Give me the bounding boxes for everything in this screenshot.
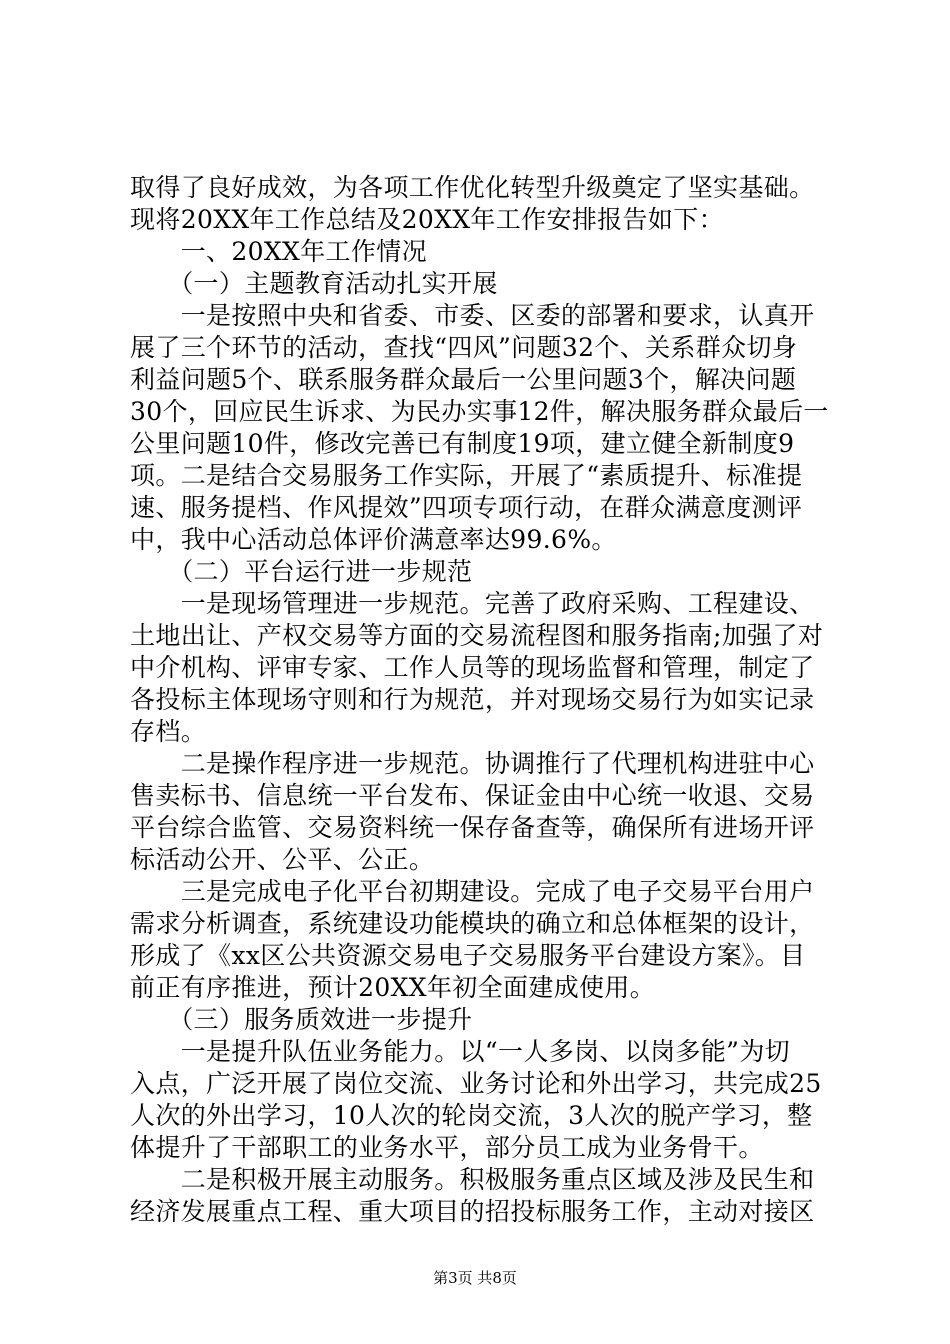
- text-line: 售卖标书、信息统一平台发布、保证金由中心统一收退、交易: [130, 781, 815, 810]
- page-footer: 第3页 共8页: [433, 1269, 517, 1287]
- text-line: 需求分析调查，系统建设功能模块的确立和总体框架的设计，: [130, 909, 815, 938]
- text-line: 三是完成电子化平台初期建设。完成了电子交易平台用户: [130, 877, 815, 906]
- text-line: 经济发展重点工程、重大项目的招投标服务工作，主动对接区: [130, 1197, 815, 1226]
- text-line: 中，我中心活动总体评价满意率达99.6%。: [130, 525, 617, 554]
- section-heading: 一、20XX年工作情况: [130, 237, 427, 266]
- text-line: 存档。: [130, 717, 207, 746]
- text-line: 一是提升队伍业务能力。以“一人多岗、以岗多能”为切: [130, 1037, 791, 1066]
- text-line: 人次的外出学习，10人次的轮岗交流，3人次的脱产学习，整: [130, 1101, 813, 1130]
- text-line: 二是操作程序进一步规范。协调推行了代理机构进驻中心: [130, 749, 815, 778]
- text-line: 展了三个环节的活动，查找“四风”问题32个、关系群众切身: [130, 333, 798, 362]
- text-line: 前正有序推进，预计20XX年初全面建成使用。: [130, 973, 656, 1002]
- text-line: 平台综合监管、交易资料统一保存备查等，确保所有进场开评: [130, 813, 815, 842]
- text-line: 二是积极开展主动服务。积极服务重点区域及涉及民生和: [130, 1165, 815, 1194]
- text-line: 入点，广泛开展了岗位交流、业务讨论和外出学习，共完成25: [130, 1069, 822, 1098]
- document-body: [130, 172, 830, 1228]
- text-line: 体提升了干部职工的业务水平，部分员工成为业务骨干。: [130, 1133, 764, 1162]
- subsection-heading: （三）服务质效进一步提升: [130, 1005, 473, 1034]
- subsection-heading: （一）主题教育活动扎实开展: [130, 269, 498, 298]
- text-line: 项。二是结合交易服务工作实际，开展了“素质提升、标准提: [130, 461, 803, 490]
- text-line: 一是按照中央和省委、市委、区委的部署和要求，认真开: [130, 301, 815, 330]
- text-line: 标活动公开、公平、公正。: [130, 845, 435, 874]
- text-line: 一是现场管理进一步规范。完善了政府采购、工程建设、: [130, 589, 815, 618]
- text-line: 公里问题10件，修改完善已有制度19项，建立健全新制度9: [130, 429, 795, 458]
- text-line: 利益问题5个、联系服务群众最后一公里问题3个，解决问题: [130, 365, 797, 394]
- text-line: 中介机构、评审专家、工作人员等的现场监督和管理，制定了: [130, 653, 815, 682]
- text-line: 30个，回应民生诉求、为民办实事12件，解决服务群众最后一: [130, 397, 829, 426]
- text-line: 各投标主体现场守则和行为规范，并对现场交易行为如实记录: [130, 685, 815, 714]
- text-line: 形成了《xx区公共资源交易电子交易服务平台建设方案》。目: [130, 941, 806, 970]
- text-line: 速、服务提档、作风提效”四项专项行动，在群众满意度测评: [130, 493, 803, 522]
- text-line: 土地出让、产权交易等方面的交易流程图和服务指南;加强了对: [130, 621, 824, 650]
- text-line: 取得了良好成效，为各项工作优化转型升级奠定了坚实基础。: [130, 173, 815, 202]
- text-line: 现将20XX年工作总结及20XX年工作安排报告如下：: [130, 205, 724, 234]
- subsection-heading: （二）平台运行进一步规范: [130, 557, 473, 586]
